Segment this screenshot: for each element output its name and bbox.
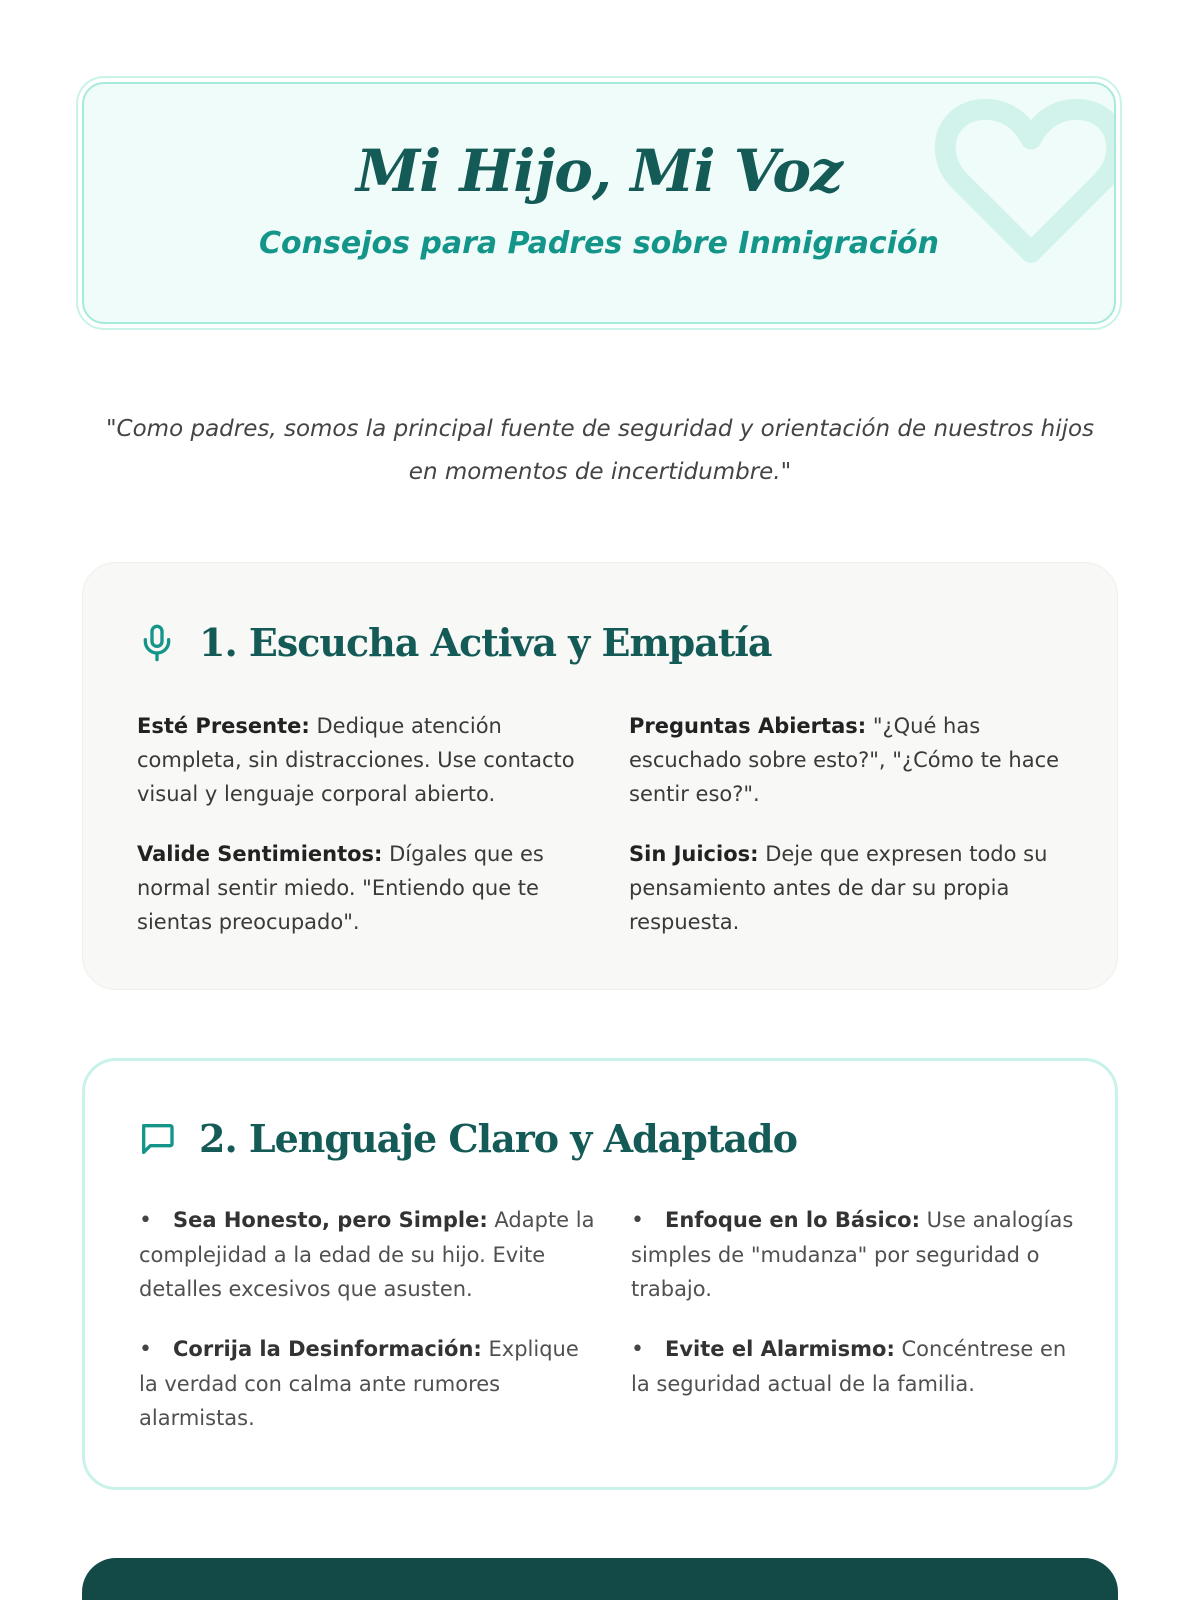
tip-label: Enfoque en lo Básico: — [665, 1208, 920, 1232]
bullet-icon: • — [139, 1208, 152, 1233]
page-subtitle: Consejos para Padres sobre Inmigración — [259, 226, 939, 261]
tips-grid — [137, 709, 1077, 939]
tip-label: Evite el Alarmismo: — [665, 1337, 895, 1361]
chat-bubble-icon — [137, 1119, 177, 1159]
tip-text: Use analogías simples de "mudanza" por seguridad o trabajo. — [631, 1208, 1074, 1301]
intro-quote: "Como padres, somos la principal fuente de seguridad y orientación de nuestros hijos en momentos de incertidumbre." — [105, 416, 1095, 485]
section-heading — [137, 620, 772, 665]
header-banner — [82, 82, 1116, 324]
tip-text: "¿Qué has escuchado sobre esto?", "¿Cómo te hace sentir eso?". — [629, 714, 1060, 806]
section-title: 1. Escucha Activa y Empatía — [199, 620, 772, 665]
tip-item — [137, 709, 593, 811]
tip-text: Adapte la complejidad a la edad de su hijo. Evite detalles excesivos que asusten. — [139, 1208, 595, 1301]
section-clear-language — [82, 1058, 1118, 1490]
tip-label: Esté Presente: — [137, 714, 310, 738]
tip-item — [629, 837, 1085, 939]
tip-item — [629, 709, 1085, 811]
tip-label: Preguntas Abiertas: — [629, 714, 867, 738]
tip-text: Concéntrese en la seguridad actual de la familia. — [631, 1337, 1067, 1396]
tips-grid — [139, 1203, 1079, 1435]
tip-label: Valide Sentimientos: — [137, 842, 383, 866]
tip-text: Dígales que es normal sentir miedo. "Entiendo que te sientas preocupado". — [137, 842, 544, 934]
tip-label: Corrija la Desinformación: — [173, 1337, 482, 1361]
bullet-icon: • — [631, 1208, 644, 1233]
list-item — [139, 1203, 595, 1306]
list-item — [139, 1332, 595, 1435]
section-active-listening — [82, 562, 1118, 990]
next-section-band — [82, 1558, 1118, 1600]
tip-label: Sea Honesto, pero Simple: — [173, 1208, 488, 1232]
section-title: 2. Lenguaje Claro y Adaptado — [199, 1116, 797, 1161]
bullet-icon: • — [139, 1337, 152, 1362]
tip-text: Dedique atención completa, sin distracciones. Use contacto visual y lenguaje corporal abierto. — [137, 714, 575, 806]
section-heading — [137, 1116, 797, 1161]
tip-text: Deje que expresen todo su pensamiento antes de dar su propia respuesta. — [629, 842, 1048, 934]
page-title: Mi Hijo, Mi Voz — [355, 137, 843, 205]
tip-text: Explique la verdad con calma ante rumores alarmistas. — [139, 1337, 579, 1430]
tip-item — [137, 837, 593, 939]
tip-label: Sin Juicios: — [629, 842, 759, 866]
microphone-icon — [137, 623, 177, 663]
bullet-icon: • — [631, 1337, 644, 1362]
list-item — [631, 1332, 1087, 1435]
list-item — [631, 1203, 1087, 1306]
